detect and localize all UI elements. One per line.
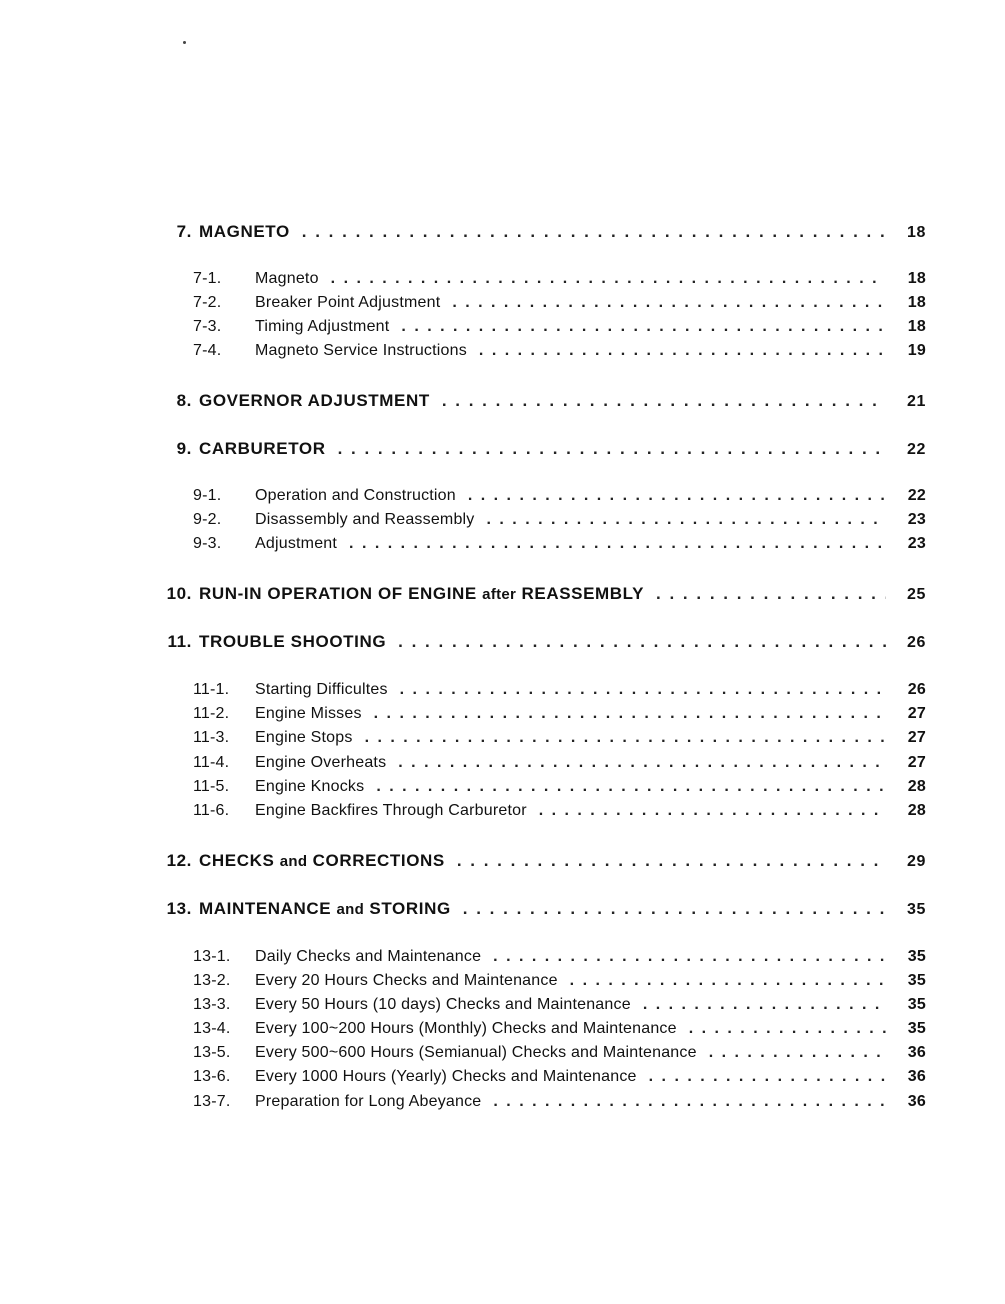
toc-page: 27 [907, 705, 926, 722]
dot-leader [331, 270, 886, 288]
toc-number: 11. [167, 632, 192, 651]
dot-leader [302, 222, 886, 242]
toc-title: Engine Overheats [255, 754, 387, 771]
toc-title: Every 100~200 Hours (Monthly) Checks and Maintenance [255, 1020, 677, 1037]
toc-page: 36 [907, 1093, 926, 1110]
dot-leader [649, 1068, 886, 1086]
dot-leader [689, 1020, 886, 1038]
toc-page: 26 [907, 681, 926, 698]
toc-entry[interactable] [150, 318, 926, 342]
toc-number: 13-7. [193, 1093, 231, 1110]
dot-leader [539, 802, 886, 820]
toc-number: 11-6. [193, 802, 230, 819]
dot-leader [401, 318, 886, 336]
toc-title: Adjustment [255, 535, 338, 552]
toc-number: 11-1. [193, 681, 230, 698]
toc-page: 35 [907, 948, 926, 965]
toc-section-carburetor[interactable] [150, 439, 926, 463]
toc-title: Every 1000 Hours (Yearly) Checks and Maintenance [255, 1068, 637, 1085]
toc-title-part: REASSEMBLY [516, 584, 645, 603]
toc-entry[interactable] [150, 1093, 926, 1117]
toc-section-maintenance[interactable] [150, 899, 926, 923]
toc-number: 7-1. [193, 270, 222, 287]
toc-number: 7-3. [193, 318, 222, 335]
toc-number: 7-2. [193, 294, 222, 311]
toc-entry[interactable] [150, 1068, 926, 1092]
toc-title: Daily Checks and Maintenance [255, 948, 482, 965]
toc-number: 13. [166, 899, 192, 918]
dot-leader [457, 851, 886, 871]
toc-number: 13-1. [193, 948, 231, 965]
toc-page: 18 [907, 270, 926, 287]
dot-leader [493, 1093, 886, 1111]
toc-page: 25 [907, 586, 926, 603]
toc-number: 13-6. [193, 1068, 231, 1085]
dot-leader [365, 729, 886, 747]
toc-entry[interactable] [150, 754, 926, 778]
dot-leader [349, 535, 886, 553]
toc-number: 9. [176, 439, 192, 458]
toc-number: 9-3. [193, 535, 222, 552]
dot-leader [570, 972, 886, 990]
toc-page: 35 [907, 972, 926, 989]
toc-title-part: and [336, 901, 365, 918]
toc-title: Preparation for Long Abeyance [255, 1093, 482, 1110]
toc-page: 26 [907, 634, 926, 651]
toc-title-part: and [279, 853, 308, 870]
toc-section-trouble-shooting[interactable] [150, 632, 926, 656]
toc-title: Engine Backfires Through Carburetor [255, 802, 527, 819]
toc-title-part: RUN-IN OPERATION OF ENGINE [199, 584, 483, 603]
toc-title [199, 584, 644, 604]
toc-entry[interactable] [150, 996, 926, 1020]
toc-section-run-in[interactable] [150, 584, 926, 608]
toc-number: 8. [176, 391, 192, 410]
toc-page: 27 [907, 754, 926, 771]
toc-title: Every 500~600 Hours (Semianual) Checks and Maintenance [255, 1044, 697, 1061]
toc-number: 12. [166, 851, 192, 870]
toc-page: 36 [907, 1044, 926, 1061]
dot-leader [656, 584, 886, 604]
toc-entry[interactable] [150, 270, 926, 294]
toc-page: 27 [907, 729, 926, 746]
toc-title-part: CHECKS [199, 851, 280, 870]
toc-page: 28 [907, 802, 926, 819]
toc-number: 13-4. [193, 1020, 231, 1037]
toc-number: 10. [166, 584, 192, 603]
toc-title [199, 851, 445, 871]
toc-title: Magneto [255, 270, 319, 287]
toc-entry[interactable] [150, 294, 926, 318]
toc-title: GOVERNOR ADJUSTMENT [199, 391, 430, 410]
toc-entry[interactable] [150, 1044, 926, 1068]
toc-title: Every 50 Hours (10 days) Checks and Maintenance [255, 996, 631, 1013]
toc-number: 7-4. [193, 342, 222, 359]
dot-leader [487, 511, 886, 529]
toc-title: Engine Misses [255, 705, 362, 722]
dot-leader [468, 487, 886, 505]
toc-title: Engine Knocks [255, 778, 365, 795]
toc-title: Every 20 Hours Checks and Maintenance [255, 972, 558, 989]
toc-page: 23 [907, 511, 926, 528]
toc-page: 23 [907, 535, 926, 552]
dot-leader [398, 632, 886, 652]
toc-page: 18 [907, 318, 926, 335]
toc-title: Breaker Point Adjustment [255, 294, 441, 311]
toc-page: 36 [907, 1068, 926, 1085]
toc-page: 28 [907, 778, 926, 795]
toc-number: 9-2. [193, 511, 222, 528]
dot-leader [709, 1044, 886, 1062]
toc-title-part: CORRECTIONS [307, 851, 445, 870]
dot-leader [374, 705, 886, 723]
toc-entry[interactable] [150, 948, 926, 972]
toc-page: 35 [907, 1020, 926, 1037]
toc-number: 13-3. [193, 996, 231, 1013]
toc-page: 19 [907, 342, 926, 359]
toc-entry[interactable] [150, 487, 926, 511]
toc-page: 35 [907, 996, 926, 1013]
dot-leader [493, 948, 886, 966]
dot-leader [398, 754, 886, 772]
toc-number: 13-5. [193, 1044, 231, 1061]
toc-entry[interactable] [150, 802, 926, 826]
toc-entry[interactable] [150, 342, 926, 366]
toc-entry[interactable] [150, 681, 926, 705]
dot-leader [442, 391, 886, 411]
toc-title: Timing Adjustment [255, 318, 390, 335]
toc-number: 11-5. [193, 778, 230, 795]
toc-entry[interactable] [150, 1020, 926, 1044]
toc-title: Engine Stops [255, 729, 353, 746]
toc-page: 22 [907, 441, 926, 458]
toc-page: 18 [907, 224, 926, 241]
toc-page: 29 [907, 853, 926, 870]
toc-entry[interactable] [150, 729, 926, 753]
toc-title: Operation and Construction [255, 487, 456, 504]
toc-section-checks[interactable] [150, 851, 926, 875]
toc-title [199, 899, 451, 919]
toc-title: CARBURETOR [199, 439, 326, 458]
dot-leader [452, 294, 886, 312]
dot-leader [479, 342, 886, 360]
toc-page: 18 [907, 294, 926, 311]
toc-page: 35 [907, 901, 926, 918]
toc-number: 11-4. [193, 754, 230, 771]
dot-leader [463, 899, 886, 919]
toc-number: 11-3. [193, 729, 230, 746]
toc-title: TROUBLE SHOOTING [199, 632, 387, 651]
toc-number: 11-2. [193, 705, 230, 722]
dot-leader [400, 681, 886, 699]
toc-entry[interactable] [150, 705, 926, 729]
toc-title: Disassembly and Reassembly [255, 511, 475, 528]
toc-entry[interactable] [150, 778, 926, 802]
toc-number: 13-2. [193, 972, 231, 989]
toc-entry[interactable] [150, 972, 926, 996]
toc-number: 9-1. [193, 487, 222, 504]
toc-title: Starting Difficultes [255, 681, 388, 698]
toc-number: 7. [176, 222, 192, 241]
toc-title-part: STORING [364, 899, 451, 918]
toc-title-part: after [482, 586, 517, 603]
dot-leader [376, 778, 886, 796]
toc-entry[interactable] [150, 511, 926, 535]
dot-leader [338, 439, 886, 459]
toc-entry[interactable] [150, 535, 926, 559]
dot-leader [643, 996, 886, 1014]
toc-title: Magneto Service Instructions [255, 342, 467, 359]
toc-title: MAGNETO [199, 222, 290, 241]
toc-section-magneto[interactable] [150, 222, 926, 246]
toc-section-governor[interactable] [150, 391, 926, 415]
toc-title-part: MAINTENANCE [199, 899, 337, 918]
toc-page: 21 [907, 393, 926, 410]
toc-page: 22 [907, 487, 926, 504]
